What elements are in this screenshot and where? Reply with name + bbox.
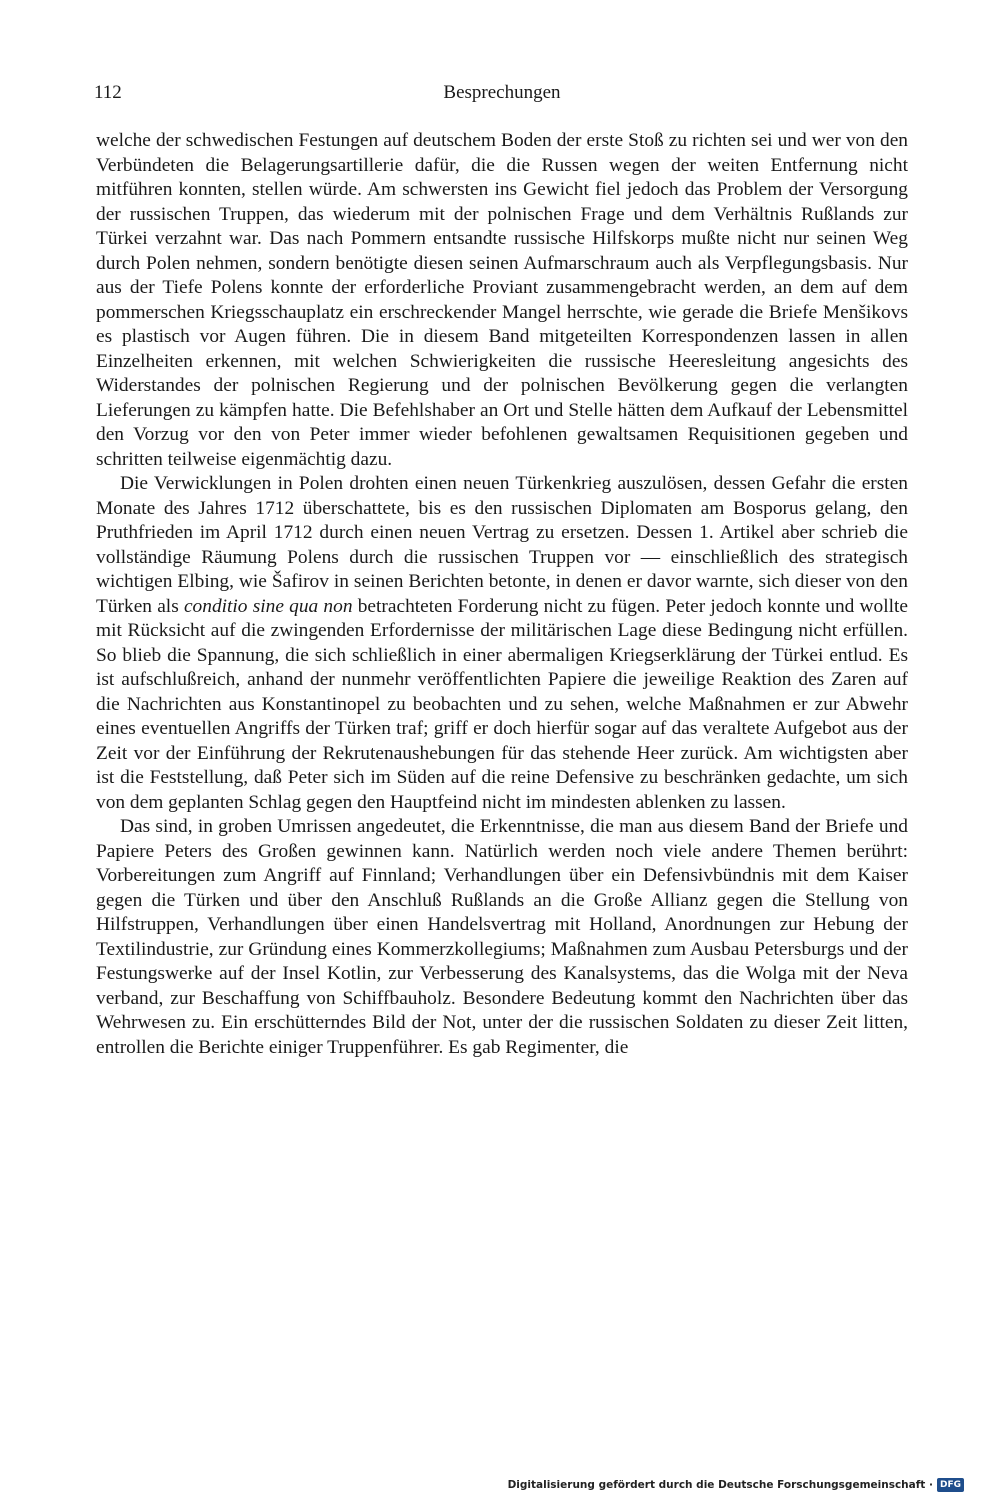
- paragraph: [96, 815, 908, 1060]
- text-run: welche der schwedischen Festungen auf deutschem Boden der erste Stoß zu richten sei und wer von den Verbündeten die Belagerungsartillerie dafür, die die Russen wegen der weiten Entfernung nicht mitführen konnten, stellen würde. Am schwersten ins Gewicht fiel jedoch das Problem der Versorgung der russischen Truppen, das wiederum mit der polnischen Frage und dem Verhältnis Rußlands zur Türkei verzahnt war. Das nach Pommern entsandte russische Hilfskorps mußte nicht nur seinen Weg durch Polen nehmen, sondern benötigte diesen seinen Aufmarschraum auch als Verpflegungsbasis. Nur aus der Tiefe Polens konnte der erforderliche Proviant zusammengebracht werden, an dem auf dem pommerschen Kriegsschauplatz ein erschreckender Mangel herrschte, wie gerade die Briefe Menšikovs es plastisch vor Augen führen. Die in diesem Band mitgeteilten Korrespondenzen lassen in allen Einzelheiten erkennen, mit welchen Schwierigkeiten die russische Heeresleitung angesichts des Widerstandes der polnischen Regierung und der polnischen Bevölkerung gegen die verlangten Lieferungen zu kämpfen hatte. Die Befehlshaber an Ort und Stelle hätten dem Aufkauf der Lebensmittel den Vorzug vor den von Peter immer wieder befohlenen gewaltsamen Requisitionen gegeben und schritten teilweise eigenmächtig dazu.: [96, 130, 908, 470]
- text-run: Die Verwicklungen in Polen drohten einen neuen Türkenkrieg auszulösen, dessen Gefahr die ersten Monate des Jahres 1712 überschattete, bis es den russischen Diplomaten am Bosporus gelang, den Pruthfrieden im April 1712 durch einen neuen Vertrag zu ersetzen. Dessen 1. Artikel aber schrieb die vollständige Räumung Polens durch die russischen Truppen vor — einschließlich des strategisch wichtigen Elbing, wie Šafirov in seinen Berichten betonte, in denen er davor warnte, sich dieser von den Türken als: [96, 473, 908, 617]
- paragraph: [96, 129, 908, 472]
- italic-phrase: conditio sine qua non: [183, 595, 353, 617]
- body-text: [96, 129, 908, 1060]
- page-number: 112: [94, 82, 122, 103]
- page-header: [94, 82, 910, 112]
- dfg-logo-icon: DFG: [937, 1478, 964, 1492]
- text-run: Das sind, in groben Umrissen angedeutet, die Erkenntnisse, die man aus diesem Band der Briefe und Papiere Peters des Großen gewinnen kann. Natürlich werden noch viele andere Themen berührt: Vorbereitungen zum Angriff auf Finnland; Verhandlungen über ein Defensivbündnis mit dem Kaiser gegen die Türken und über den Anschluß Rußlands an die Große Allianz gegen die Stellung von Hilfstruppen, Verhandlungen über einen Handelsvertrag mit Holland, Anordnungen zur Hebung der Textilindustrie, zur Gründung eines Kommerzkollegiums; Maßnahmen zum Ausbau Petersburgs und der Festungswerke auf der Insel Kotlin, zur Verbesserung des Kanalsystems, das die Wolga mit der Neva verband, zur Beschaffung von Schiffbauholz. Besondere Bedeutung kommt den Nachrichten über das Wehrwesen zu. Ein erschütterndes Bild der Not, unter der die russischen Soldaten zu dieser Zeit litten, entrollen die Berichte einiger Truppenführer. Es gab Regimenter, die: [96, 816, 908, 1058]
- credit-text: Digitalisierung gefördert durch die Deutsche Forschungsgemeinschaft ·: [507, 1479, 933, 1491]
- text-run: betrachteten Forderung nicht zu fügen. Peter jedoch konnte und wollte mit Rücksicht auf die zwingenden Erfordernisse der militärischen Lage diese Bedingung nicht erfüllen. So blieb die Spannung, die sich schließlich in einer abermaligen Kriegserklärung der Türkei entlud. Es ist aufschlußreich, anhand der nunmehr veröffentlichten Papiere die jeweilige Reaktion des Zaren auf die Nachrichten aus Konstantinopel zu beobachten und zu sehen, welche Maßnahmen er zur Abwehr eines eventuellen Angriffs der Türken traf; griff er doch hierfür sogar auf das veraltete Aufgebot aus der Zeit vor der Einführung der Rekrutenaushebungen für das stehende Heer zurück. Am wichtigsten aber ist die Feststellung, daß Peter sich im Süden auf die reine Defensive zu beschränken gedachte, um sich von dem geplanten Schlag gegen den Hauptfeind nicht im mindesten ablenken zu lassen.: [96, 595, 909, 813]
- running-title: Besprechungen: [443, 82, 561, 103]
- paragraph: [96, 472, 908, 815]
- digitization-credit: [508, 1478, 964, 1492]
